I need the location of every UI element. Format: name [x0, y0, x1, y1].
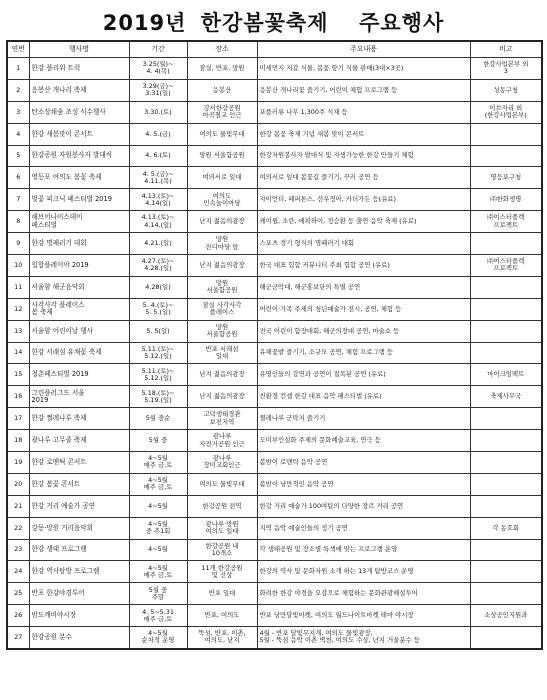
event-name: 한강 새봄맞이 콘서트: [29, 123, 129, 145]
event-place: 여의서로 일대: [187, 167, 257, 189]
event-name: 한강 로맨틱 콘서트: [29, 452, 129, 474]
event-note: [470, 627, 542, 649]
row-number: 7: [7, 189, 29, 211]
event-name: 해브어나이스데이 페스티벌: [29, 211, 129, 233]
row-number: 19: [7, 452, 29, 474]
row-number: 1: [7, 58, 29, 80]
event-period: 3.29(금)~ 3.31(일): [129, 79, 187, 101]
row-number: 12: [7, 298, 29, 320]
event-period: 4. 5.(금)~ 4.11.(목): [129, 167, 187, 189]
table-row: [7, 276, 542, 298]
table-row: [7, 517, 542, 539]
event-note: [470, 123, 542, 145]
table-row: [7, 167, 542, 189]
event-note: [470, 342, 542, 364]
event-content: 유채꽃밭 즐기기, 소규모 공연, 체험 프로그램 등: [257, 342, 470, 364]
event-period: 4~5월 중 주1회: [129, 517, 187, 539]
event-content: 여의서로 일대 봄꽃길 즐기기, 꾸러 공연 등: [257, 167, 470, 189]
table-header-row: [7, 41, 542, 58]
header-cell: 장소: [187, 41, 257, 58]
table-row: [7, 539, 542, 561]
event-name: 강동·망원 거리음악회: [29, 517, 129, 539]
row-number: 11: [7, 276, 29, 298]
event-content: 한강 거리 예술가 100여팀의 다양한 장르 거리 공연: [257, 495, 470, 517]
table-row: [7, 583, 542, 605]
row-number: 9: [7, 233, 29, 255]
event-name: 한강 생태 프로그램: [29, 539, 129, 561]
table-row: [7, 255, 542, 277]
event-content: 자이언티, 페퍼톤스, 선우정아, 카더가든 등(유료): [257, 189, 470, 211]
event-note: 성동구청: [470, 79, 542, 101]
row-number: 5: [7, 145, 29, 167]
event-place: 여의도 민속놀이마당: [187, 189, 257, 211]
event-name: 영등포 여의도 봄꽃 축제: [29, 167, 129, 189]
table-row: [7, 342, 542, 364]
event-content: 도미부인설화 주제의 문화예술교육, 연극 등: [257, 430, 470, 452]
row-number: 15: [7, 364, 29, 386]
event-place: 망원 서울함공원: [187, 145, 257, 167]
event-content: 미세먼지 저감 식물, 봄꽃 향기 식물 판매(3대×3곳): [257, 58, 470, 80]
event-place: 여의도 물빛무대: [187, 473, 257, 495]
event-note: [470, 233, 542, 255]
event-note: [470, 539, 542, 561]
event-name: 한강 플리워 트럭: [29, 58, 129, 80]
event-name: 서울함 어린이날 행사: [29, 320, 129, 342]
event-name: 응봉산 개나리 축제: [29, 79, 129, 101]
event-content: 반포 낭만달빛마켓, 여의도 월드나이트마켓 테마 야시장: [257, 605, 470, 627]
event-period: 3.25(월)~ 4. 4(목): [129, 58, 187, 80]
row-number: 10: [7, 255, 29, 277]
table-row: [7, 452, 542, 474]
event-place: 난지 젊음의광장: [187, 255, 257, 277]
event-note: [470, 473, 542, 495]
header-cell: 주요내용: [257, 41, 470, 58]
event-place: 강서한강공원 마곡철교 인근: [187, 101, 257, 123]
event-name: 밤도깨비야시장: [29, 605, 129, 627]
event-name: 한강 서래섬 유채꽃 축제: [29, 342, 129, 364]
event-period: 5.11.(토)~ 5.12.(일): [129, 364, 187, 386]
event-name: 탄소상쇄숲 조성 식수행사: [29, 101, 129, 123]
row-number: 3: [7, 101, 29, 123]
event-content: 케이윌, 소란, 에픽하이, 정승환 등 출연 음악 축제 (유료): [257, 211, 470, 233]
event-note: [470, 452, 542, 474]
event-period: 5월 중순: [129, 408, 187, 430]
event-note: [470, 561, 542, 583]
table-row: [7, 408, 542, 430]
event-note: [470, 495, 542, 517]
table-row: [7, 320, 542, 342]
event-period: 5.18.(토)~ 5.19.(일): [129, 386, 187, 408]
row-number: 6: [7, 167, 29, 189]
event-place: 망원 서울함공원: [187, 276, 257, 298]
event-period: 4.13.(토)~ 4.14(일): [129, 189, 187, 211]
event-place: 반포 서래섬 일대: [187, 342, 257, 364]
event-period: 4.13.(토)~ 4.14.(일): [129, 211, 187, 233]
event-place: 난지 젊음의광장: [187, 364, 257, 386]
event-content: 전국 어린이 함장대회, 해군의장대 공연, 마술쇼 등: [257, 320, 470, 342]
event-content: 4월 - 반포 달빛무지개, 여의도 물빛광장, 5월 - 뚝섬 음악 이촌 벽천, 여의도 수상, 난지 거울분수 등: [257, 627, 470, 649]
row-number: 26: [7, 605, 29, 627]
row-number: 14: [7, 342, 29, 364]
event-note: 소상공인지원과: [470, 605, 542, 627]
event-place: 난지 젊음의광장: [187, 386, 257, 408]
table-row: [7, 298, 542, 320]
event-place: 11개 한강공원 및 선상: [187, 561, 257, 583]
event-note: [470, 320, 542, 342]
event-place: 한강공원 전역: [187, 495, 257, 517]
row-number: 24: [7, 561, 29, 583]
event-place: 반포, 여의도: [187, 605, 257, 627]
event-note: 이브자리 외 (한강사업본부): [470, 101, 542, 123]
event-note: 축제사무국: [470, 386, 542, 408]
table-row: [7, 386, 542, 408]
event-place: 잠실 사각사각 플레이스: [187, 298, 257, 320]
event-note: ㈜한화생명: [470, 189, 542, 211]
table-row: [7, 430, 542, 452]
event-note: ㈜이스터플렉 프로젝트: [470, 211, 542, 233]
event-content: 한강의 역사 및 문화자원 소개 하는 13개 탐방코스 운영: [257, 561, 470, 583]
event-period: 4. 6.(토): [129, 145, 187, 167]
page-title: [6, 6, 541, 40]
event-table: [6, 40, 543, 650]
event-note: 영등포구청: [470, 167, 542, 189]
event-name: 한강공원 분수: [29, 627, 129, 649]
table-row: [7, 123, 542, 145]
event-name: 한강공원 자원봉사자 발대식: [29, 145, 129, 167]
event-period: 4~5월 매주 금,토: [129, 452, 187, 474]
row-number: 27: [7, 627, 29, 649]
header-cell: 연번: [7, 41, 29, 58]
event-period: 5. 4.(토)~ 5. 5.(일): [129, 298, 187, 320]
event-period: 4~5월 순차적 운영: [129, 627, 187, 649]
row-number: 18: [7, 430, 29, 452]
event-name: 그린플러그드 서울 2019: [29, 386, 129, 408]
event-name: 한강 역사탐방 프로그램: [29, 561, 129, 583]
event-note: [470, 145, 542, 167]
event-content: 응봉산 개나리꽃 즐기기, 어린이 체험 프로그램 등: [257, 79, 470, 101]
table-row: [7, 211, 542, 233]
event-content: 해군군악대, 해군홍보단의 특별 공연: [257, 276, 470, 298]
event-place: 여의도 물빛무대: [187, 123, 257, 145]
row-number: 16: [7, 386, 29, 408]
event-name: 서울함 해군음악회: [29, 276, 129, 298]
event-name: 광나루 고무줄 축제: [29, 430, 129, 452]
table-row: [7, 189, 542, 211]
event-place: 고덕생태경관 보전지역: [187, 408, 257, 430]
event-content: 스포츠 경기 형식의 명패러기 대회: [257, 233, 470, 255]
row-number: 8: [7, 211, 29, 233]
title-sub: 주요행사: [359, 11, 445, 35]
event-content: 포플러류 나무 1,300주 식재 등: [257, 101, 470, 123]
row-number: 2: [7, 79, 29, 101]
event-content: 한국 대표 힙합 커뮤니티 주최 힙합 공연 (유료): [257, 255, 470, 277]
event-name: 벚꽃 피크닉 페스티벌 2019: [29, 189, 129, 211]
event-content: 봄밤이 낭만적인 음악 공연: [257, 473, 470, 495]
event-place: 반포 일대: [187, 583, 257, 605]
event-content: 유명인들의 강연과 공연이 접목된 공연 (유료): [257, 364, 470, 386]
row-number: 17: [7, 408, 29, 430]
table-row: [7, 364, 542, 386]
header-cell: 기간: [129, 41, 187, 58]
header-cell: 비고: [470, 41, 542, 58]
event-note: 한강사업본부 외 3: [470, 58, 542, 80]
event-place: 광나루 자전거공원 인근: [187, 430, 257, 452]
table-row: [7, 101, 542, 123]
table-row: [7, 605, 542, 627]
event-note: [470, 408, 542, 430]
table-row: [7, 473, 542, 495]
row-number: 13: [7, 320, 29, 342]
event-period: 5월 중: [129, 430, 187, 452]
event-note: 각 동호회: [470, 517, 542, 539]
row-number: 25: [7, 583, 29, 605]
event-content: 찔레나루 군락지 즐기기: [257, 408, 470, 430]
event-content: 한강 봄꽃 축제 기념 새봄 맞이 콘서트: [257, 123, 470, 145]
event-period: 5. 5(일): [129, 320, 187, 342]
table-row: [7, 79, 542, 101]
event-content: 봄밤이 로맨틱 음악 공연: [257, 452, 470, 474]
event-content: 한강자원봉사자 발대식 및 자생가능한 한강 만들기 체험: [257, 145, 470, 167]
row-number: 23: [7, 539, 29, 561]
title-year: 2019년: [102, 11, 187, 35]
event-note: [470, 276, 542, 298]
table-row: [7, 233, 542, 255]
event-period: 4.27.(토)~ 4.28.(일): [129, 255, 187, 277]
event-note: [470, 583, 542, 605]
event-note: [470, 430, 542, 452]
event-name: 한강 봄꽃 콘서트: [29, 473, 129, 495]
event-name: 한강 거리 예술가 공연: [29, 495, 129, 517]
event-place: 광나루 장미교회인근: [187, 452, 257, 474]
event-content: 지역 음악 예술인들의 정기 공연: [257, 517, 470, 539]
event-place: 한강공원 내 10개소: [187, 539, 257, 561]
event-period: 4~5월: [129, 495, 187, 517]
table-row: [7, 495, 542, 517]
event-name: 힙합플레이야 2019: [29, 255, 129, 277]
event-note: ㈜이스터플렉 프로젝트: [470, 255, 542, 277]
event-name: 한강 명패러기 대회: [29, 233, 129, 255]
event-period: 4.28(일): [129, 276, 187, 298]
event-name: 사각사각 플레이스 봄 축제: [29, 298, 129, 320]
event-place: 난지 젊음의광장: [187, 211, 257, 233]
event-place: 망원 서울함공원: [187, 320, 257, 342]
table-body: [7, 58, 542, 649]
event-note: 마이크임팩트: [470, 364, 542, 386]
event-period: 5월 중 주말: [129, 583, 187, 605]
event-content: 화려한 한강 야경을 오감으로 체험하는 문화관광해설투어: [257, 583, 470, 605]
row-number: 22: [7, 517, 29, 539]
event-content: 친환경 컨셉 한강 대표 음악 페스티벌 (유료): [257, 386, 470, 408]
event-place: 뚝섬, 반포, 이촌, 여의도, 난지: [187, 627, 257, 649]
event-period: 4. 5.(금): [129, 123, 187, 145]
event-name: 한강 쩔레나루 축제: [29, 408, 129, 430]
row-number: 21: [7, 495, 29, 517]
table-row: [7, 58, 542, 80]
event-name: 청춘페스티벌 2019: [29, 364, 129, 386]
event-place: 잠실, 반포, 망원: [187, 58, 257, 80]
event-period: 4. 5~5.31 매주 금,토: [129, 605, 187, 627]
event-period: 4.21.(일): [129, 233, 187, 255]
title-main: 한강봄꽃축제: [200, 11, 329, 35]
event-note: [470, 298, 542, 320]
event-content: 어린이·가족 주제의 청년예술가 전시, 공연, 체험 등: [257, 298, 470, 320]
row-number: 20: [7, 473, 29, 495]
event-period: 3.30.(토): [129, 101, 187, 123]
row-number: 4: [7, 123, 29, 145]
event-place: 응봉산: [187, 79, 257, 101]
event-period: 4~5월 매주 금,토: [129, 561, 187, 583]
table-row: [7, 627, 542, 649]
table-row: [7, 561, 542, 583]
event-period: 4~5월: [129, 539, 187, 561]
event-place: 광나루·망원 여의도 일대: [187, 517, 257, 539]
event-period: 4~5월 매주 금,토: [129, 473, 187, 495]
event-content: 각 생태공원 및 장소별 특색에 맞는 프로그램 운영: [257, 539, 470, 561]
event-period: 5.11.(토)~ 5.12.(일): [129, 342, 187, 364]
event-place: 망원 잔디마당 앞: [187, 233, 257, 255]
table-row: [7, 145, 542, 167]
header-cell: 행사명: [29, 41, 129, 58]
event-name: 반포 한강야경투어: [29, 583, 129, 605]
